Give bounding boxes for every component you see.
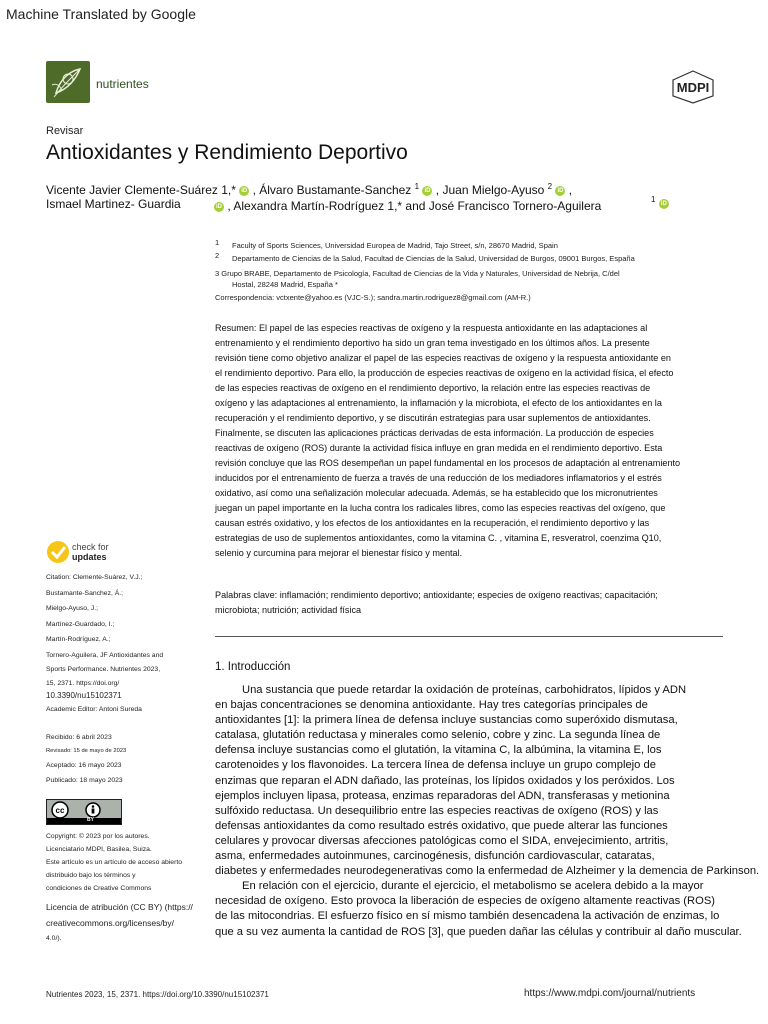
citation-line: 15, 2371. https://doi.org/ xyxy=(46,679,120,687)
keywords-line: microbiota; nutrición; actividad física xyxy=(215,605,362,615)
affiliation-marker: 1 xyxy=(651,195,656,204)
abstract-line: inducidos por el entrenamiento de fuerza a través de una reducción de los mediadores inflamatorios y el estrés xyxy=(215,473,662,483)
keywords-line: Palabras clave: inflamación; rendimiento deportivo; antioxidante; especies de oxígeno reactivas; capacitación; xyxy=(215,590,658,600)
orcid-icon[interactable]: iD xyxy=(660,200,667,207)
abstract-line: recuperación y el rendimiento deportivo, y se discutirán estrategias para usar suplementos de antioxidantes. xyxy=(215,413,651,423)
citation-doi[interactable]: 10.3390/nu15102371 xyxy=(46,691,122,700)
copyright-line: condiciones de Creative Commons xyxy=(46,885,152,892)
check-updates-text: updates xyxy=(72,552,107,562)
date-line: Aceptado: 16 mayo 2023 xyxy=(46,762,122,769)
text-line: necesidad de oxígeno. Esto provoca la liberación de especies de oxígeno altamente reactivas (ROS) xyxy=(215,895,716,908)
citation-line: Tornero-Aguilera, JF Antioxidantes and xyxy=(46,651,164,659)
check-updates-icon xyxy=(46,540,70,564)
text-line: sulfóxido reductasa. Un desequilibrio entre las especies reactivas de oxígeno (ROS) y las xyxy=(215,804,659,817)
journal-logo xyxy=(46,61,90,103)
affiliation-text: 3 Grupo BRABE, Departamento de Psicología, Facultad de Ciencias de la Vida y Naturales, Universidad de Nebrija, C/del xyxy=(215,269,620,278)
leaf-emblem-icon xyxy=(46,61,90,103)
citation-line: Martín-Rodríguez, A.; xyxy=(46,636,111,643)
text-line: celulares y provocar diversas afecciones patológicas como el SIDA, envejecimiento, artritis, xyxy=(215,834,669,847)
license-line[interactable]: creativecommons.org/licenses/by/ xyxy=(46,918,175,928)
affiliation-marker: 1 xyxy=(414,182,420,191)
journal-name: nutrientes xyxy=(96,77,149,91)
text-line: defensa incluye sustancias como el glutatión, la vitamina C, la albúmina, la vitamina E, los xyxy=(215,744,662,757)
author-name: Ismael Martinez- Guardia xyxy=(46,197,181,211)
correspondence: Correspondencia: vctxente@yahoo.es (VJC-S.); sandra.martin.rodriguez8@gmail.com (AM-R.) xyxy=(215,293,531,302)
text-line: defensas antioxidantes da como resultado estrés oxidativo, que puede alterar las funciones xyxy=(215,819,668,832)
abstract-line: entrenamiento y el rendimiento deportivo ha sido un gran tema investigado en los últimos años. La presente xyxy=(215,338,650,348)
text-line: que a su vez aumenta la cantidad de ROS [3], que pueden dañar las células y contribuir al daño muscular. xyxy=(215,925,742,938)
date-line: Recibido: 6 abril 2023 xyxy=(46,734,112,741)
abstract-line: Resumen: El papel de las especies reactivas de oxígeno y la respuesta antioxidante en las adaptaciones al xyxy=(215,323,648,333)
abstract-line: oxígeno y las adaptaciones al entrenamiento, la inflamación y la microbiota, el efecto de los antioxidantes en la xyxy=(215,398,662,408)
citation-block xyxy=(46,570,206,702)
abstract xyxy=(215,321,730,561)
dates-block xyxy=(46,730,126,788)
text-line: En relación con el ejercicio, durante el ejercicio, el metabolismo se acelera debido a la mayor xyxy=(242,880,704,893)
svg-text:cc: cc xyxy=(55,806,65,815)
date-line: Publicado: 18 mayo 2023 xyxy=(46,777,123,784)
affiliation-num: 2 xyxy=(215,251,220,260)
orcid-icon[interactable]: iD xyxy=(241,187,248,194)
section-divider xyxy=(215,636,723,637)
introduction-body xyxy=(215,683,768,940)
mdpi-logo-text: MDPI xyxy=(676,80,710,95)
authors-line-1 xyxy=(46,182,572,197)
copyright-line: distribuido bajo los términos y xyxy=(46,872,136,879)
footer-citation: Nutrientes 2023, 15, 2371. https://doi.org/10.3390/nu15102371 xyxy=(46,990,269,999)
license-line: 4.0/). xyxy=(46,935,62,942)
mdpi-logo xyxy=(668,70,718,104)
copyright-line: Este artículo es un artículo de acceso abierto xyxy=(46,859,183,866)
abstract-line: revisión tiene como objetivo analizar el papel de las especies reactivas de oxígeno y la respuesta antioxidante en xyxy=(215,353,671,363)
copyright-line: Licenciatario MDPI, Basilea, Suiza. xyxy=(46,846,152,853)
abstract-line: de las especies reactivas de oxígeno en el rendimiento deportivo, la relación entre las especies reactivas de xyxy=(215,383,651,393)
text-line: carotenoides y los flavonoides. La tercera línea de defensa incluye un grupo complejo de xyxy=(215,759,656,772)
citation-line: Bustamante-Sanchez, Á.; xyxy=(46,589,124,597)
cc-badge-label: BY xyxy=(87,817,94,823)
footer-journal-url[interactable]: https://www.mdpi.com/journal/nutrients xyxy=(524,988,696,999)
section-heading: 1. Introducción xyxy=(215,661,291,673)
abstract-line: revisión concluye que las ROS desempeñan un papel fundamental en los procesos de adaptación al entrenamiento xyxy=(215,458,681,468)
text-line: antioxidantes [1]: la primera línea de defensa incluye sustancias como superóxido dismutasa, xyxy=(215,714,678,727)
abstract-line: oxidativo, así como una señalización molecular adecuada. Además, se ha establecido que los micronutrientes xyxy=(215,488,658,498)
paper-title: Antioxidantes y Rendimiento Deportivo xyxy=(46,141,408,164)
affiliation-num: 1 xyxy=(215,238,220,247)
copyright-block xyxy=(46,830,211,895)
abstract-line: causan estrés oxidativo, y los efectos de los antioxidantes en la recuperación, el rendimiento deportivo y las xyxy=(215,518,650,528)
orcid-icon[interactable]: iD xyxy=(557,187,564,194)
text-line: asma, enfermedades autoinmunes, carcinogénesis, disfunción cardiovascular, cataratas, xyxy=(215,850,655,863)
orcid-icon[interactable]: iD xyxy=(216,203,222,210)
machine-translated-banner: Machine Translated by Google xyxy=(6,6,196,22)
text-line: ejemplos incluyen lipasa, proteasa, enzimas reparadoras del ADN, transferasas y metionina xyxy=(215,789,670,802)
citation-line: Martínez-Guardado, I.; xyxy=(46,620,115,628)
abstract-line: el rendimiento deportivo. Para ello, la producción de especies reactivas de oxígeno en la actividad física, el efecto xyxy=(215,368,674,378)
paragraph xyxy=(215,683,768,879)
text-line: diabetes y enfermedades neurodegenerativas como la enfermedad de Alzheimer y la demencia de Parkinson. xyxy=(215,865,760,878)
text-line: enzimas que reparan el ADN dañado, las proteínas, los lípidos oxidados y los peróxidos. Los xyxy=(215,774,675,787)
citation-line: Citation: Clemente-Suárez, V.J.; xyxy=(46,574,143,581)
authors-line-2b xyxy=(214,199,601,213)
paragraph xyxy=(215,879,768,939)
abstract-line: juegan un papel importante en la lucha contra los radicales libres, como las especies reactivas del oxígeno, que xyxy=(215,503,666,513)
affiliation-marker: 2 xyxy=(547,182,553,191)
text-line: de las mitocondrias. El esfuerzo físico en sí mismo también desencadena la activación de enzimas, lo xyxy=(215,910,720,923)
orcid-icon[interactable]: iD xyxy=(424,187,431,194)
check-updates-text: check for xyxy=(72,542,109,552)
cc-license-icon xyxy=(47,800,121,824)
affiliation-text: Departamento de Ciencias de la Salud, Facultad de Ciencias de la Salud, Universidad de Burgos, 09001 Burgos, España xyxy=(232,254,635,263)
text-line: catalasa, glutatión reductasa y minerales como selenio, cobre y zinc. La segunda línea de xyxy=(215,729,661,742)
author-name: Vicente Javier Clemente-Suárez 1,* xyxy=(46,183,240,197)
license-line: Licencia de atribución (CC BY) (https:// xyxy=(46,902,193,912)
copyright-line: Copyright: © 2023 por los autores. xyxy=(46,833,150,840)
academic-editor: Academic Editor: Antoni Sureda xyxy=(46,706,142,713)
author-name: , Juan Mielgo-Ayuso xyxy=(435,183,548,197)
authors-line-2 xyxy=(46,197,181,211)
date-line: Revisado: 15 de mayo de 2023 xyxy=(46,748,127,754)
text-line: Una sustancia que puede retardar la oxidación de proteínas, carbohidratos, lípidos y ADN xyxy=(242,684,687,696)
author-name: , Alexandra Martín-Rodríguez 1,* and José Francisco Tornero-Aguilera xyxy=(227,199,602,213)
text-line: en bajas concentraciones se denomina antioxidante. Hay tres categorías principales de xyxy=(215,699,648,712)
license-block xyxy=(46,899,193,947)
affiliation-text: Hostal, 28248 Madrid, España * xyxy=(232,280,338,289)
author-name: , Álvaro Bustamante-Sanchez xyxy=(252,183,415,197)
author-separator: , xyxy=(568,183,573,197)
keywords xyxy=(215,588,730,618)
article-type: Revisar xyxy=(46,125,84,137)
authors-line-2c xyxy=(651,195,669,210)
abstract-line: estrategias de uso de suplementos antioxidantes, como la vitamina C. , vitamina E, resveratrol, coenzima Q10, xyxy=(215,533,662,543)
citation-line: Mielgo-Ayuso, J.; xyxy=(46,605,99,612)
abstract-line: reactivas de oxígeno (ROS) durante la actividad física influye en gran medida en el rendimiento deportivo. Esta xyxy=(215,443,663,453)
abstract-line: Finalmente, se discuten las aplicaciones prácticas derivadas de esta información. La producción de especies xyxy=(215,428,654,438)
affiliation-text: Faculty of Sports Sciences, Universidad Europea de Madrid, Tajo Street, s/n, 28670 Madrid, Spain xyxy=(232,241,558,250)
abstract-line: selenio y curcumina para mejorar el bienestar físico y mental. xyxy=(215,548,463,558)
citation-line: Sports Performance. Nutrientes 2023, xyxy=(46,666,161,673)
cc-by-license-badge[interactable] xyxy=(46,799,122,825)
